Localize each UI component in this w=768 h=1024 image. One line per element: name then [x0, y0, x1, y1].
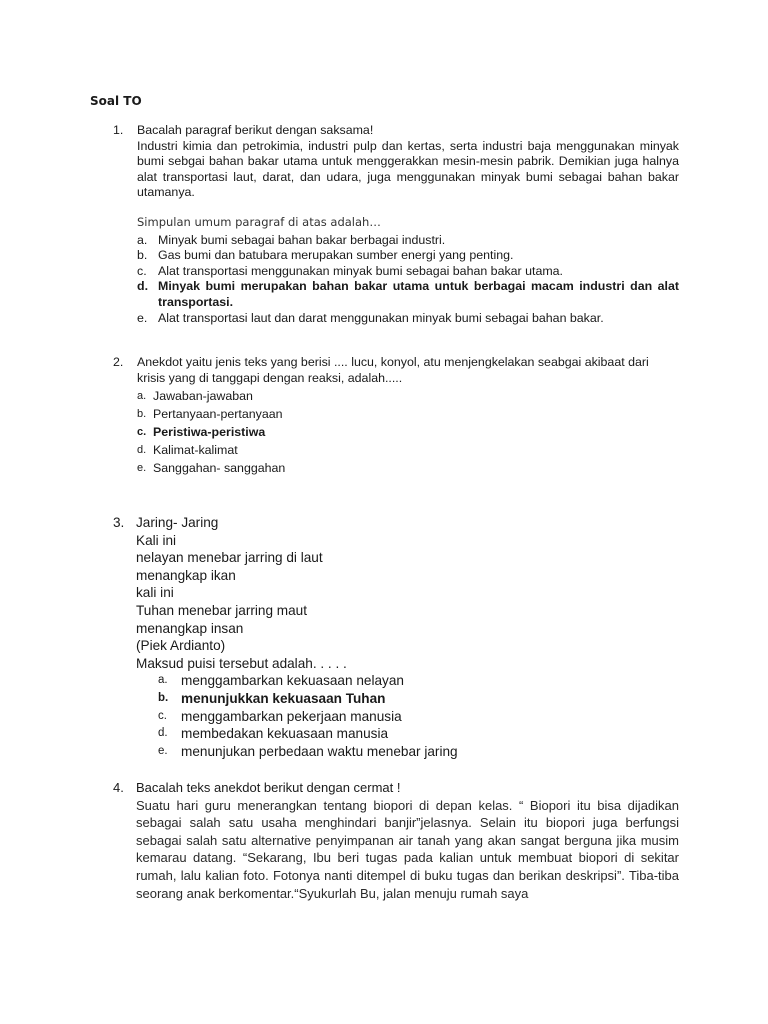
- option-letter: e.: [158, 744, 168, 757]
- option-text: Minyak bumi sebagai bahan bakar berbagai industri.: [158, 232, 446, 247]
- option-letter: e.: [137, 310, 148, 325]
- poem-line: nelayan menebar jarring di laut: [136, 550, 323, 566]
- question-number: 4.: [113, 780, 124, 795]
- answer-option-b: [158, 690, 679, 708]
- option-letter: b.: [137, 248, 148, 263]
- option-text: menggambarkan kekuasaan nelayan: [181, 673, 404, 689]
- reading-passage: Industri kimia dan petrokimia, industri pulp dan kertas, serta industri baja menggunakan minyak bumi sebgai bahan bakar utama untuk menggerakkan mesin-mesin pabrik. Demikian juga halnya alat transportasi laut, darat, dan udara, juga menggunakan minyak bumi sebagai bahan bakar utamanya.: [137, 138, 679, 200]
- option-text: Jawaban-jawaban: [153, 389, 253, 404]
- option-text: Gas bumi dan batubara merupakan sumber energi yang penting.: [158, 248, 514, 263]
- answer-options: [137, 387, 679, 477]
- option-text: Kalimat-kalimat: [153, 443, 238, 458]
- option-text: Alat transportasi laut dan darat menggunakan minyak bumi sebagai bahan bakar.: [158, 310, 604, 325]
- option-text: Alat transportasi menggunakan minyak bumi sebagai bahan bakar utama.: [158, 263, 564, 278]
- option-letter: e.: [137, 462, 147, 475]
- option-text: Pertanyaan-pertanyaan: [153, 407, 283, 422]
- answer-option-e: [137, 459, 679, 477]
- option-letter: d.: [137, 444, 147, 457]
- question-number: 1.: [113, 123, 124, 137]
- answer-option-b: [137, 248, 679, 264]
- poem-line: menangkap ikan: [136, 567, 236, 583]
- question-intro: Bacalah paragraf berikut dengan saksama!: [137, 123, 374, 137]
- answer-option-d: [137, 279, 679, 310]
- option-text: Sanggahan- sanggahan: [153, 461, 286, 476]
- answer-options: [137, 233, 679, 327]
- page-title: Soal TO: [90, 94, 142, 108]
- answer-option-a: [158, 672, 679, 690]
- question-2: [113, 355, 679, 477]
- answer-option-a: [137, 233, 679, 249]
- option-letter: a.: [137, 390, 147, 403]
- answer-option-d: [137, 441, 679, 459]
- option-text: Peristiwa-peristiwa: [153, 425, 266, 440]
- option-text: menunjukkan kekuasaan Tuhan: [181, 690, 386, 706]
- answer-option-c: [137, 423, 679, 441]
- option-letter: d.: [137, 279, 149, 294]
- answer-option-c: [137, 264, 679, 280]
- question-1: [113, 123, 679, 326]
- answer-option-e: [158, 743, 679, 761]
- option-text: membedakan kekuasaan manusia: [181, 726, 389, 742]
- option-letter: b.: [158, 691, 169, 704]
- question-text: Simpulan umum paragraf di atas adalah…: [137, 214, 381, 229]
- question-text: Anekdot yaitu jenis teks yang berisi .... lucu, konyol, atu menjengkelakan seabgai akibaat dari krisis yang di tanggapi dengan reaksi, adalah.....: [137, 355, 649, 385]
- option-text: menggambarkan pekerjaan manusia: [181, 708, 402, 724]
- option-letter: a.: [158, 674, 168, 687]
- question-text: Maksud puisi tersebut adalah. . . . .: [136, 655, 347, 671]
- option-text: menunjukan perbedaan waktu menebar jaring: [181, 743, 458, 759]
- option-letter: a.: [137, 232, 148, 247]
- poem: [136, 514, 679, 655]
- poem-line: Tuhan menebar jarring maut: [136, 602, 308, 618]
- reading-passage: Suatu hari guru menerangkan tentang biopori di depan kelas. “ Biopori itu bisa dijadikan sebagai salah satu usaha menghindari banjir”jelasnya. Selain itu biopori juga berfungsi sebagai salah satu alternative penyimpanan air tanah yang akan sangat berguna jika musim kemarau datang. “Sekarang, Ibu beri tugas pada kalian untuk membuat biopori di sekitar rumah, lalu kalian foto. Fotonya nanti ditempel di buku tugas dan berikan deskripsi”. Tiba-tiba seorang anak berkomentar.“Syukurlah Bu, jalan menuju rumah saya: [136, 797, 679, 901]
- poem-line: (Piek Ardianto): [136, 638, 226, 654]
- poem-line: menangkap insan: [136, 620, 244, 636]
- answer-option-d: [158, 725, 679, 743]
- question-number: 3.: [113, 515, 125, 530]
- poem-line: kali ini: [136, 585, 174, 601]
- question-number: 2.: [113, 355, 124, 369]
- question-intro: Bacalah teks anekdot berikut dengan cermat !: [136, 780, 401, 795]
- option-letter: d.: [158, 727, 168, 740]
- option-letter: c.: [137, 263, 147, 278]
- answer-option-a: [137, 387, 679, 405]
- question-4: [113, 779, 679, 902]
- option-text: Minyak bumi merupakan bahan bakar utama untuk berbagai macam industri dan alat transportasi.: [158, 279, 679, 309]
- answer-options: [158, 672, 679, 760]
- option-letter: c.: [158, 709, 167, 722]
- poem-line: Kali ini: [136, 532, 177, 548]
- option-letter: c.: [137, 426, 147, 439]
- answer-option-e: [137, 311, 679, 327]
- question-3: [113, 514, 679, 760]
- option-letter: b.: [137, 408, 147, 421]
- poem-line: Jaring- Jaring: [136, 515, 219, 530]
- answer-option-c: [158, 708, 679, 726]
- answer-option-b: [137, 405, 679, 423]
